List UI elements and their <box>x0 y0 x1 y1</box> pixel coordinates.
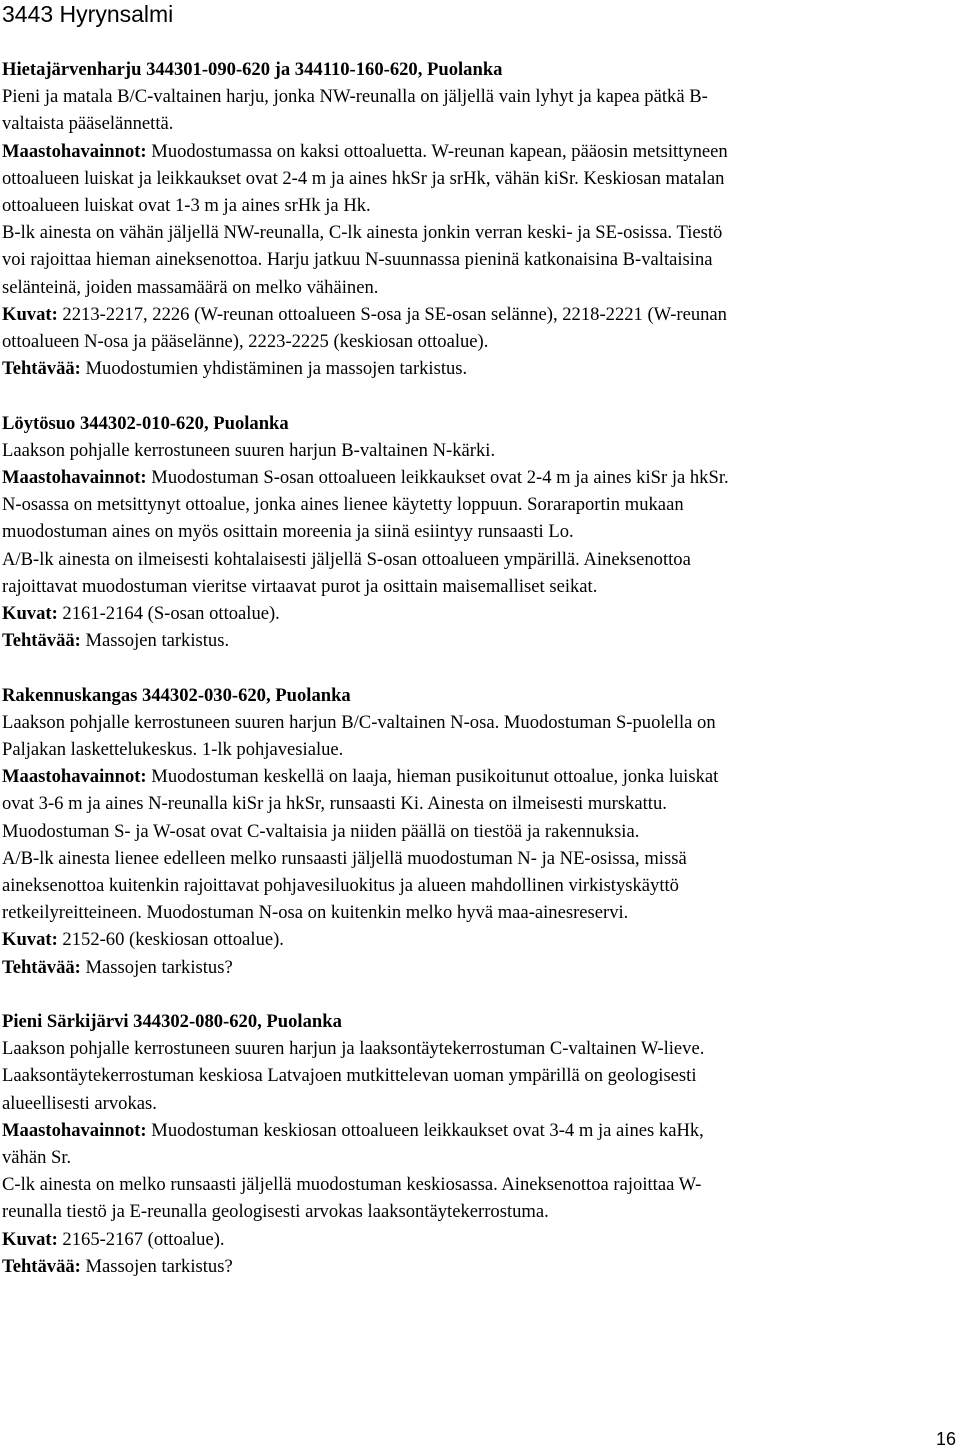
text-segment: 2161-2164 (S-osan ottoalue). <box>57 603 280 625</box>
text-segment: 2213-2217, 2226 (W-reunan ottoalueen S-osa ja SE-osan selänne), 2218-2221 (W-reunan <box>57 303 727 325</box>
field-label: Kuvat: <box>2 1228 58 1250</box>
text-segment: N-osassa on metsittynyt ottoalue, jonka aines lienee käytetty loppuun. Soraraportin mukaan <box>2 494 684 516</box>
text-segment: 2165-2167 (ottoalue). <box>57 1228 225 1250</box>
text-line <box>2 627 954 654</box>
text-line <box>2 219 954 246</box>
text-segment: Muodostumien yhdistäminen ja massojen tarkistus. <box>80 358 468 380</box>
text-line <box>2 437 954 464</box>
field-label: Tehtävää: <box>2 358 81 380</box>
text-segment: voi rajoittaa hieman aineksenottoa. Harju jatkuu N-suunnassa pieninä katkonaisina B-valtaisina <box>2 249 713 271</box>
text-line <box>2 845 954 872</box>
text-segment: Pieni ja matala B/C-valtainen harju, jonka NW-reunalla on jäljellä vain lyhyt ja kapea pätkä B- <box>2 86 708 108</box>
text-line <box>2 763 954 790</box>
section-title: Pieni Särkijärvi 344302-080-620, Puolanka <box>2 1011 342 1033</box>
field-label: Kuvat: <box>2 603 58 625</box>
field-label: Maastohavainnot: <box>2 1119 147 1141</box>
field-label: Maastohavainnot: <box>2 140 147 162</box>
field-label: Kuvat: <box>2 303 58 325</box>
text-segment: reunalla tiestö ja E-reunalla geologisesti arvokas laaksontäytekerrostuma. <box>2 1201 549 1223</box>
text-line <box>2 355 954 382</box>
text-line <box>2 518 954 545</box>
field-label: Tehtävää: <box>2 1255 81 1277</box>
section-title: Rakennuskangas 344302-030-620, Puolanka <box>2 684 351 706</box>
text-segment: retkeilyreitteineen. Muodostuman N-osa on kuitenkin melko hyvä maa-ainesreservi. <box>2 902 629 924</box>
text-segment: Laakson pohjalle kerrostuneen suuren harjun B-valtainen N-kärki. <box>2 439 496 461</box>
text-line <box>2 110 954 137</box>
text-line <box>2 274 954 301</box>
section-title: Löytösuo 344302-010-620, Puolanka <box>2 412 289 434</box>
text-segment: A/B-lk ainesta on ilmeisesti kohtalaisesti jäljellä S-osan ottoalueen ympärillä. Aineksenottoa <box>2 548 691 570</box>
text-segment: rajoittavat muodostuman vieritse virtaavat purot ja osittain maisemalliset seikat. <box>2 575 598 597</box>
text-line <box>2 83 954 110</box>
text-segment: Muodostuman S-osan ottoalueen leikkaukset ovat 2-4 m ja aines kiSr ja hkSr. <box>146 467 729 489</box>
text-segment: Paljakan laskettelukeskus. 1-lk pohjavesialue. <box>2 739 344 761</box>
text-line <box>2 954 954 981</box>
field-label: Maastohavainnot: <box>2 467 147 489</box>
text-segment: ottoalueen luiskat ovat 1-3 m ja aines srHk ja Hk. <box>2 195 371 217</box>
text-line <box>2 1198 954 1225</box>
text-line <box>2 1144 954 1171</box>
page-heading: 3443 Hyrynsalmi <box>2 1 174 27</box>
text-line <box>2 818 954 845</box>
document-section <box>2 682 954 981</box>
text-line <box>2 709 954 736</box>
text-segment: muodostuman aines on myös osittain moreenia ja siinä esiintyy runsaasti Lo. <box>2 521 574 543</box>
text-line <box>2 1253 954 1280</box>
text-segment: ottoalueen luiskat ja leikkaukset ovat 2-4 m ja aines hkSr ja srHk, vähän kiSr. Keskiosan matalan <box>2 167 725 189</box>
text-segment: 2152-60 (keskiosan ottoalue). <box>57 929 284 951</box>
text-segment: Muodostuman S- ja W-osat ovat C-valtaisia ja niiden päällä on tiestöä ja rakennuksia. <box>2 820 640 842</box>
text-line <box>2 301 954 328</box>
text-line <box>2 790 954 817</box>
text-segment: vähän Sr. <box>2 1147 72 1169</box>
field-label: Tehtävää: <box>2 956 81 978</box>
text-line <box>2 328 954 355</box>
text-line <box>2 1117 954 1144</box>
text-line <box>2 491 954 518</box>
text-segment: valtaista pääselännettä. <box>2 113 174 135</box>
text-line <box>2 872 954 899</box>
text-segment: ovat 3-6 m ja aines N-reunalla kiSr ja hkSr, runsaasti Ki. Ainesta on ilmeisesti murskattu. <box>2 793 667 815</box>
text-segment: aineksenottoa kuitenkin rajoittavat pohjavesiluokitus ja alueen mahdollinen virkistyskäyttö <box>2 875 679 897</box>
text-line <box>2 192 954 219</box>
text-line <box>2 1062 954 1089</box>
document-section <box>2 1008 954 1280</box>
text-line <box>2 573 954 600</box>
text-line <box>2 1226 954 1253</box>
text-segment: selänteinä, joiden massamäärä on melko vähäinen. <box>2 276 379 298</box>
text-segment: Muodostuman keskellä on laaja, hieman pusikoitunut ottoalue, jonka luiskat <box>146 766 719 788</box>
text-line <box>2 165 954 192</box>
text-segment: C-lk ainesta on melko runsaasti jäljellä muodostuman keskiosassa. Aineksenottoa rajoittaa W- <box>2 1174 702 1196</box>
text-line <box>2 546 954 573</box>
text-line <box>2 899 954 926</box>
text-line <box>2 736 954 763</box>
document-body <box>2 56 954 1307</box>
text-segment: alueellisesti arvokas. <box>2 1092 157 1114</box>
text-line <box>2 926 954 953</box>
text-segment: Muodostuman keskiosan ottoalueen leikkaukset ovat 3-4 m ja aines kaHk, <box>146 1119 704 1141</box>
text-line <box>2 464 954 491</box>
field-label: Tehtävää: <box>2 630 81 652</box>
text-line <box>2 1090 954 1117</box>
text-segment: ottoalueen N-osa ja pääselänne), 2223-2225 (keskiosan ottoalue). <box>2 331 489 353</box>
text-segment: Muodostumassa on kaksi ottoaluetta. W-reunan kapean, pääosin metsittyneen <box>146 140 728 162</box>
text-line <box>2 138 954 165</box>
text-segment: A/B-lk ainesta lienee edelleen melko runsaasti jäljellä muodostuman N- ja NE-osissa, missä <box>2 847 687 869</box>
document-section <box>2 56 954 382</box>
field-label: Kuvat: <box>2 929 58 951</box>
text-line <box>2 1035 954 1062</box>
text-line <box>2 1171 954 1198</box>
field-label: Maastohavainnot: <box>2 766 147 788</box>
text-segment: B-lk ainesta on vähän jäljellä NW-reunalla, C-lk ainesta jonkin verran keski- ja SE-osissa. Tiestö <box>2 222 723 244</box>
text-line <box>2 246 954 273</box>
text-segment: Laaksontäytekerrostuman keskiosa Latvajoen mutkittelevan uoman ympärillä on geologisesti <box>2 1065 697 1087</box>
page-number: 16 <box>935 1429 956 1449</box>
text-segment: Massojen tarkistus? <box>80 1255 233 1277</box>
text-segment: Massojen tarkistus. <box>80 630 230 652</box>
document-section <box>2 410 954 655</box>
section-title: Hietajärvenharju 344301-090-620 ja 344110-160-620, Puolanka <box>2 59 503 80</box>
text-line <box>2 600 954 627</box>
text-segment: Laakson pohjalle kerrostuneen suuren harjun ja laaksontäytekerrostuman C-valtainen W-lieve. <box>2 1038 705 1060</box>
text-segment: Massojen tarkistus? <box>80 956 233 978</box>
text-segment: Laakson pohjalle kerrostuneen suuren harjun B/C-valtainen N-osa. Muodostuman S-puolella on <box>2 711 716 733</box>
